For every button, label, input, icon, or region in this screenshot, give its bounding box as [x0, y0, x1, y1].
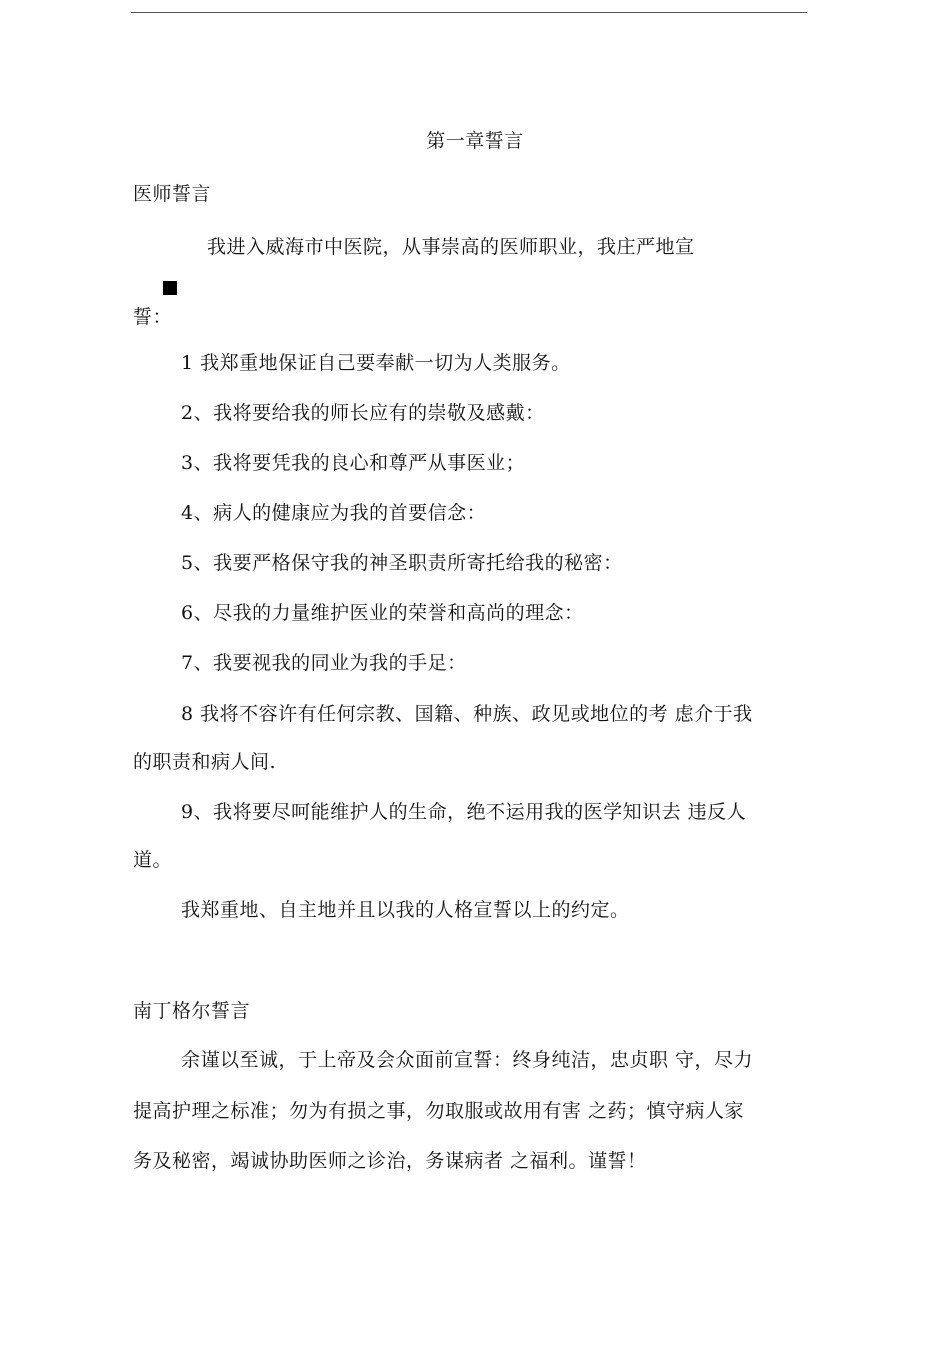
physician-oath-intro: 我进入威海市中医院，从事崇高的医师职业，我庄严地宣 — [207, 236, 695, 258]
oath-item-8: 8 我将不容许有任何宗教、国籍、种族、政见或地位的考 虑介于我 — [181, 703, 753, 725]
nightingale-oath-line-3: 务及秘密，竭诚协助医师之诊治，务谋病者 之福利。谨誓！ — [133, 1150, 647, 1172]
oath-item-5: 5、我要严格保守我的神圣职责所寄托给我的秘密： — [181, 552, 623, 574]
square-bullet-icon — [163, 281, 177, 295]
physician-oath-heading: 医师誓言 — [133, 183, 212, 205]
oath-item-6: 6、尽我的力量维护医业的荣誉和高尚的理念： — [181, 602, 584, 624]
physician-oath-closing: 我郑重地、自主地并且以我的人格宣誓以上的约定。 — [181, 899, 630, 921]
oath-item-9-continued: 道。 — [133, 849, 173, 871]
nightingale-oath-line-1: 余谨以至诚，于上帝及会众面前宣誓：终身纯洁，忠贞职 守，尽力 — [181, 1049, 754, 1071]
oath-item-2: 2、我将要给我的师长应有的崇敬及感戴： — [181, 402, 545, 424]
nightingale-oath-heading: 南丁格尔誓言 — [133, 1000, 251, 1022]
physician-oath-intro-continued: 誓： — [133, 306, 173, 328]
oath-item-1: 1 我郑重地保证自己要奉献一切为人类服务。 — [181, 352, 571, 374]
chapter-title: 第一章誓言 — [426, 130, 524, 152]
oath-item-9: 9、我将要尽呵能维护人的生命，绝不运用我的医学知识去 违反人 — [181, 801, 747, 823]
oath-item-4: 4、病人的健康应为我的首要信念： — [181, 502, 487, 524]
oath-item-7: 7、我要视我的同业为我的手足： — [181, 652, 467, 674]
header-rule — [131, 12, 807, 13]
nightingale-oath-line-2: 提高护理之标准；勿为有损之事，勿取服或故用有害 之药；慎守病人家 — [133, 1100, 745, 1122]
oath-item-3: 3、我将要凭我的良心和尊严从事医业； — [181, 452, 526, 474]
oath-item-8-continued: 的职责和病人间. — [133, 751, 277, 773]
